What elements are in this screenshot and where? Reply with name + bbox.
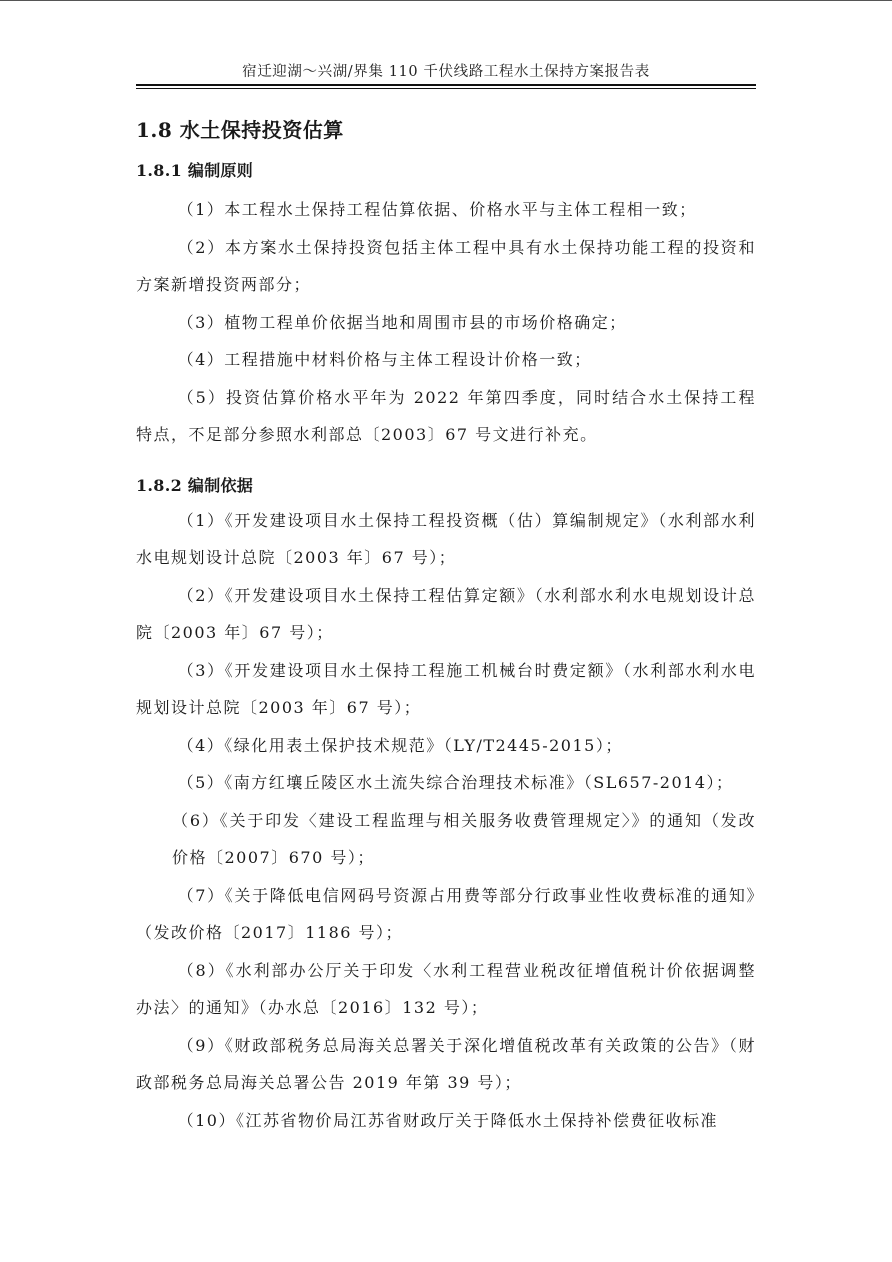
principle-item: （3）植物工程单价依据当地和周围市县的市场价格确定； bbox=[177, 312, 627, 332]
subsection-title-basis: 1.8.2 编制依据 bbox=[136, 475, 254, 495]
document-body bbox=[136, 112, 756, 1139]
subsection-title-principles: 1.8.1 编制原则 bbox=[136, 161, 254, 180]
basis-item: （6）《关于印发〈建设工程监理与相关服务收费管理规定〉》的通知（发改价格〔2007〕670 号）； bbox=[172, 810, 756, 867]
basis-item: （2）《开发建设项目水土保持工程估算定额》（水利部水利水电规划设计总院〔2003 年〕67 号）； bbox=[136, 585, 756, 642]
principle-item: （4）工程措施中材料价格与主体工程设计价格一致； bbox=[177, 350, 592, 369]
header-rule-secondary bbox=[136, 88, 756, 89]
basis-item: （3）《开发建设项目水土保持工程施工机械台时费定额》（水利部水利水电规划设计总院〔2003 年〕67 号）； bbox=[136, 660, 756, 717]
basis-item: （5）《南方红壤丘陵区水土流失综合治理技术标准》（SL657-2014）； bbox=[177, 773, 734, 792]
basis-item: （9）《财政部税务总局海关总署关于深化增值税改革有关政策的公告》（财政部税务总局海关总署公告 2019 年第 39 号）； bbox=[136, 1035, 756, 1092]
principle-item: （5）投资估算价格水平年为 2022 年第四季度，同时结合水土保持工程特点，不足部分参照水利部总〔2003〕67 号文进行补充。 bbox=[136, 387, 756, 444]
page-top-border bbox=[0, 0, 892, 1]
principle-item: （2）本方案水土保持投资包括主体工程中具有水土保持功能工程的投资和方案新增投资两部分； bbox=[136, 237, 756, 294]
principle-item: （1）本工程水土保持工程估算依据、价格水平与主体工程相一致； bbox=[177, 200, 697, 219]
header-rule bbox=[136, 84, 756, 86]
basis-item: （8）《水利部办公厅关于印发〈水利工程营业税改征增值税计价依据调整办法〉的通知》（办水总〔2016〕132 号）； bbox=[136, 960, 756, 1017]
basis-item: （1）《开发建设项目水土保持工程投资概（估）算编制规定》（水利部水利水电规划设计总院〔2003 年〕67 号）； bbox=[136, 510, 756, 567]
running-header: 宿迁迎湖～兴湖/界集 110 千伏线路工程水土保持方案报告表 bbox=[242, 64, 650, 80]
basis-item: （10）《江苏省物价局江苏省财政厅关于降低水土保持补偿费征收标准 bbox=[177, 1110, 718, 1130]
section-title: 1.8 水土保持投资估算 bbox=[136, 118, 344, 142]
basis-item: （7）《关于降低电信网码号资源占用费等部分行政事业性收费标准的通知》（发改价格〔2017〕1186 号）； bbox=[136, 885, 756, 942]
basis-item: （4）《绿化用表土保护技术规范》（LY/T2445-2015）； bbox=[177, 735, 623, 755]
